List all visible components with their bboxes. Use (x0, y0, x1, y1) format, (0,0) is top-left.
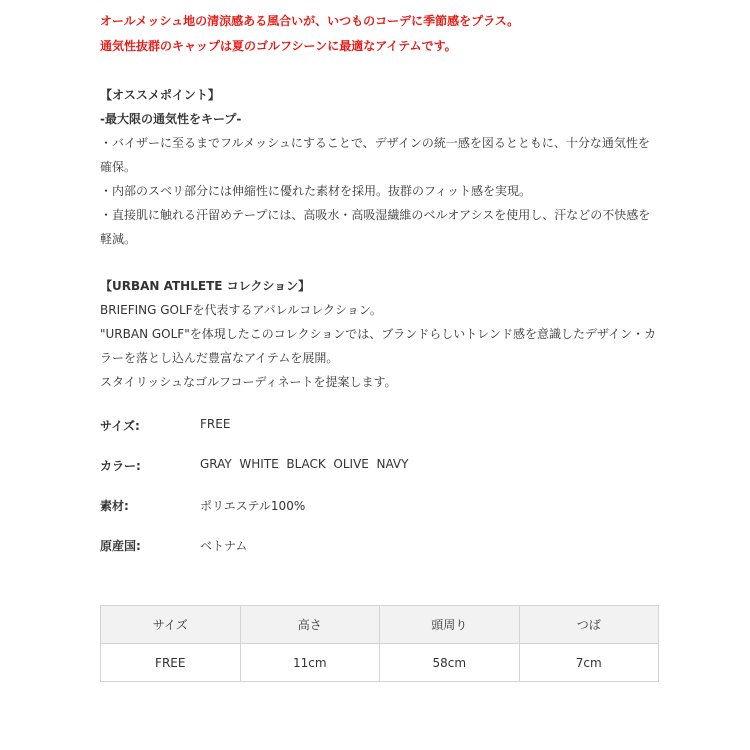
size-table-header-cell: 高さ (240, 606, 380, 644)
points-line: 確保。 (100, 160, 137, 174)
collection-heading: 【URBAN ATHLETE コレクション】 (100, 279, 311, 293)
size-table-header-row (101, 606, 659, 644)
points-line: 軽減。 (100, 232, 137, 246)
size-table-cell: 58cm (380, 644, 520, 682)
size-table-header-cell: 頭周り (380, 606, 520, 644)
size-table-cell: 11cm (240, 644, 380, 682)
size-table-header-cell: つば (519, 606, 659, 644)
intro-line-2: 通気性抜群のキャップは夏のゴルフシーンに最適なアイテムです。 (100, 39, 457, 53)
collection-line: スタイリッシュなゴルフコーディネートを提案します。 (100, 375, 397, 389)
spec-value-material: ポリエステル100% (200, 499, 306, 513)
points-line: ・バイザーに至るまでフルメッシュにすることで、デザインの統一感を図るとともに、十分な通気性を (100, 136, 650, 150)
table-row (101, 644, 659, 682)
spec-value-origin: ベトナム (200, 539, 248, 553)
size-table-header-cell: サイズ (101, 606, 241, 644)
collection-line: ラーを落とし込んだ豊富なアイテムを展開。 (100, 351, 339, 365)
size-table-cell: FREE (101, 644, 241, 682)
intro-line-1: オールメッシュ地の清涼感ある風合いが、いつものコーデに季節感をプラス。 (100, 14, 520, 28)
spec-label-origin: 原産国: (100, 539, 141, 553)
spec-label-material: 素材: (100, 499, 129, 513)
size-table (100, 605, 659, 682)
points-subheading: -最大限の通気性をキープ- (100, 112, 242, 126)
spec-value-color: GRAY WHITE BLACK OLIVE NAVY (200, 457, 409, 471)
collection-line: "URBAN GOLF"を体現したこのコレクションでは、ブランドらしいトレンド感を意識したデザイン・カ (100, 327, 657, 341)
size-table-cell: 7cm (519, 644, 659, 682)
spec-label-color: カラー: (100, 459, 141, 473)
points-heading: 【オススメポイント】 (100, 88, 220, 102)
spec-value-size: FREE (200, 417, 231, 431)
points-line: ・直接肌に触れる汗留めテープには、高吸水・高吸湿繊維のベルオアシスを使用し、汗などの不快感を (100, 208, 651, 222)
collection-line: BRIEFING GOLFを代表するアパレルコレクション。 (100, 303, 382, 317)
spec-label-size: サイズ: (100, 419, 140, 433)
points-line: ・内部のスベリ部分には伸縮性に優れた素材を採用。抜群のフィット感を実現。 (100, 184, 532, 198)
